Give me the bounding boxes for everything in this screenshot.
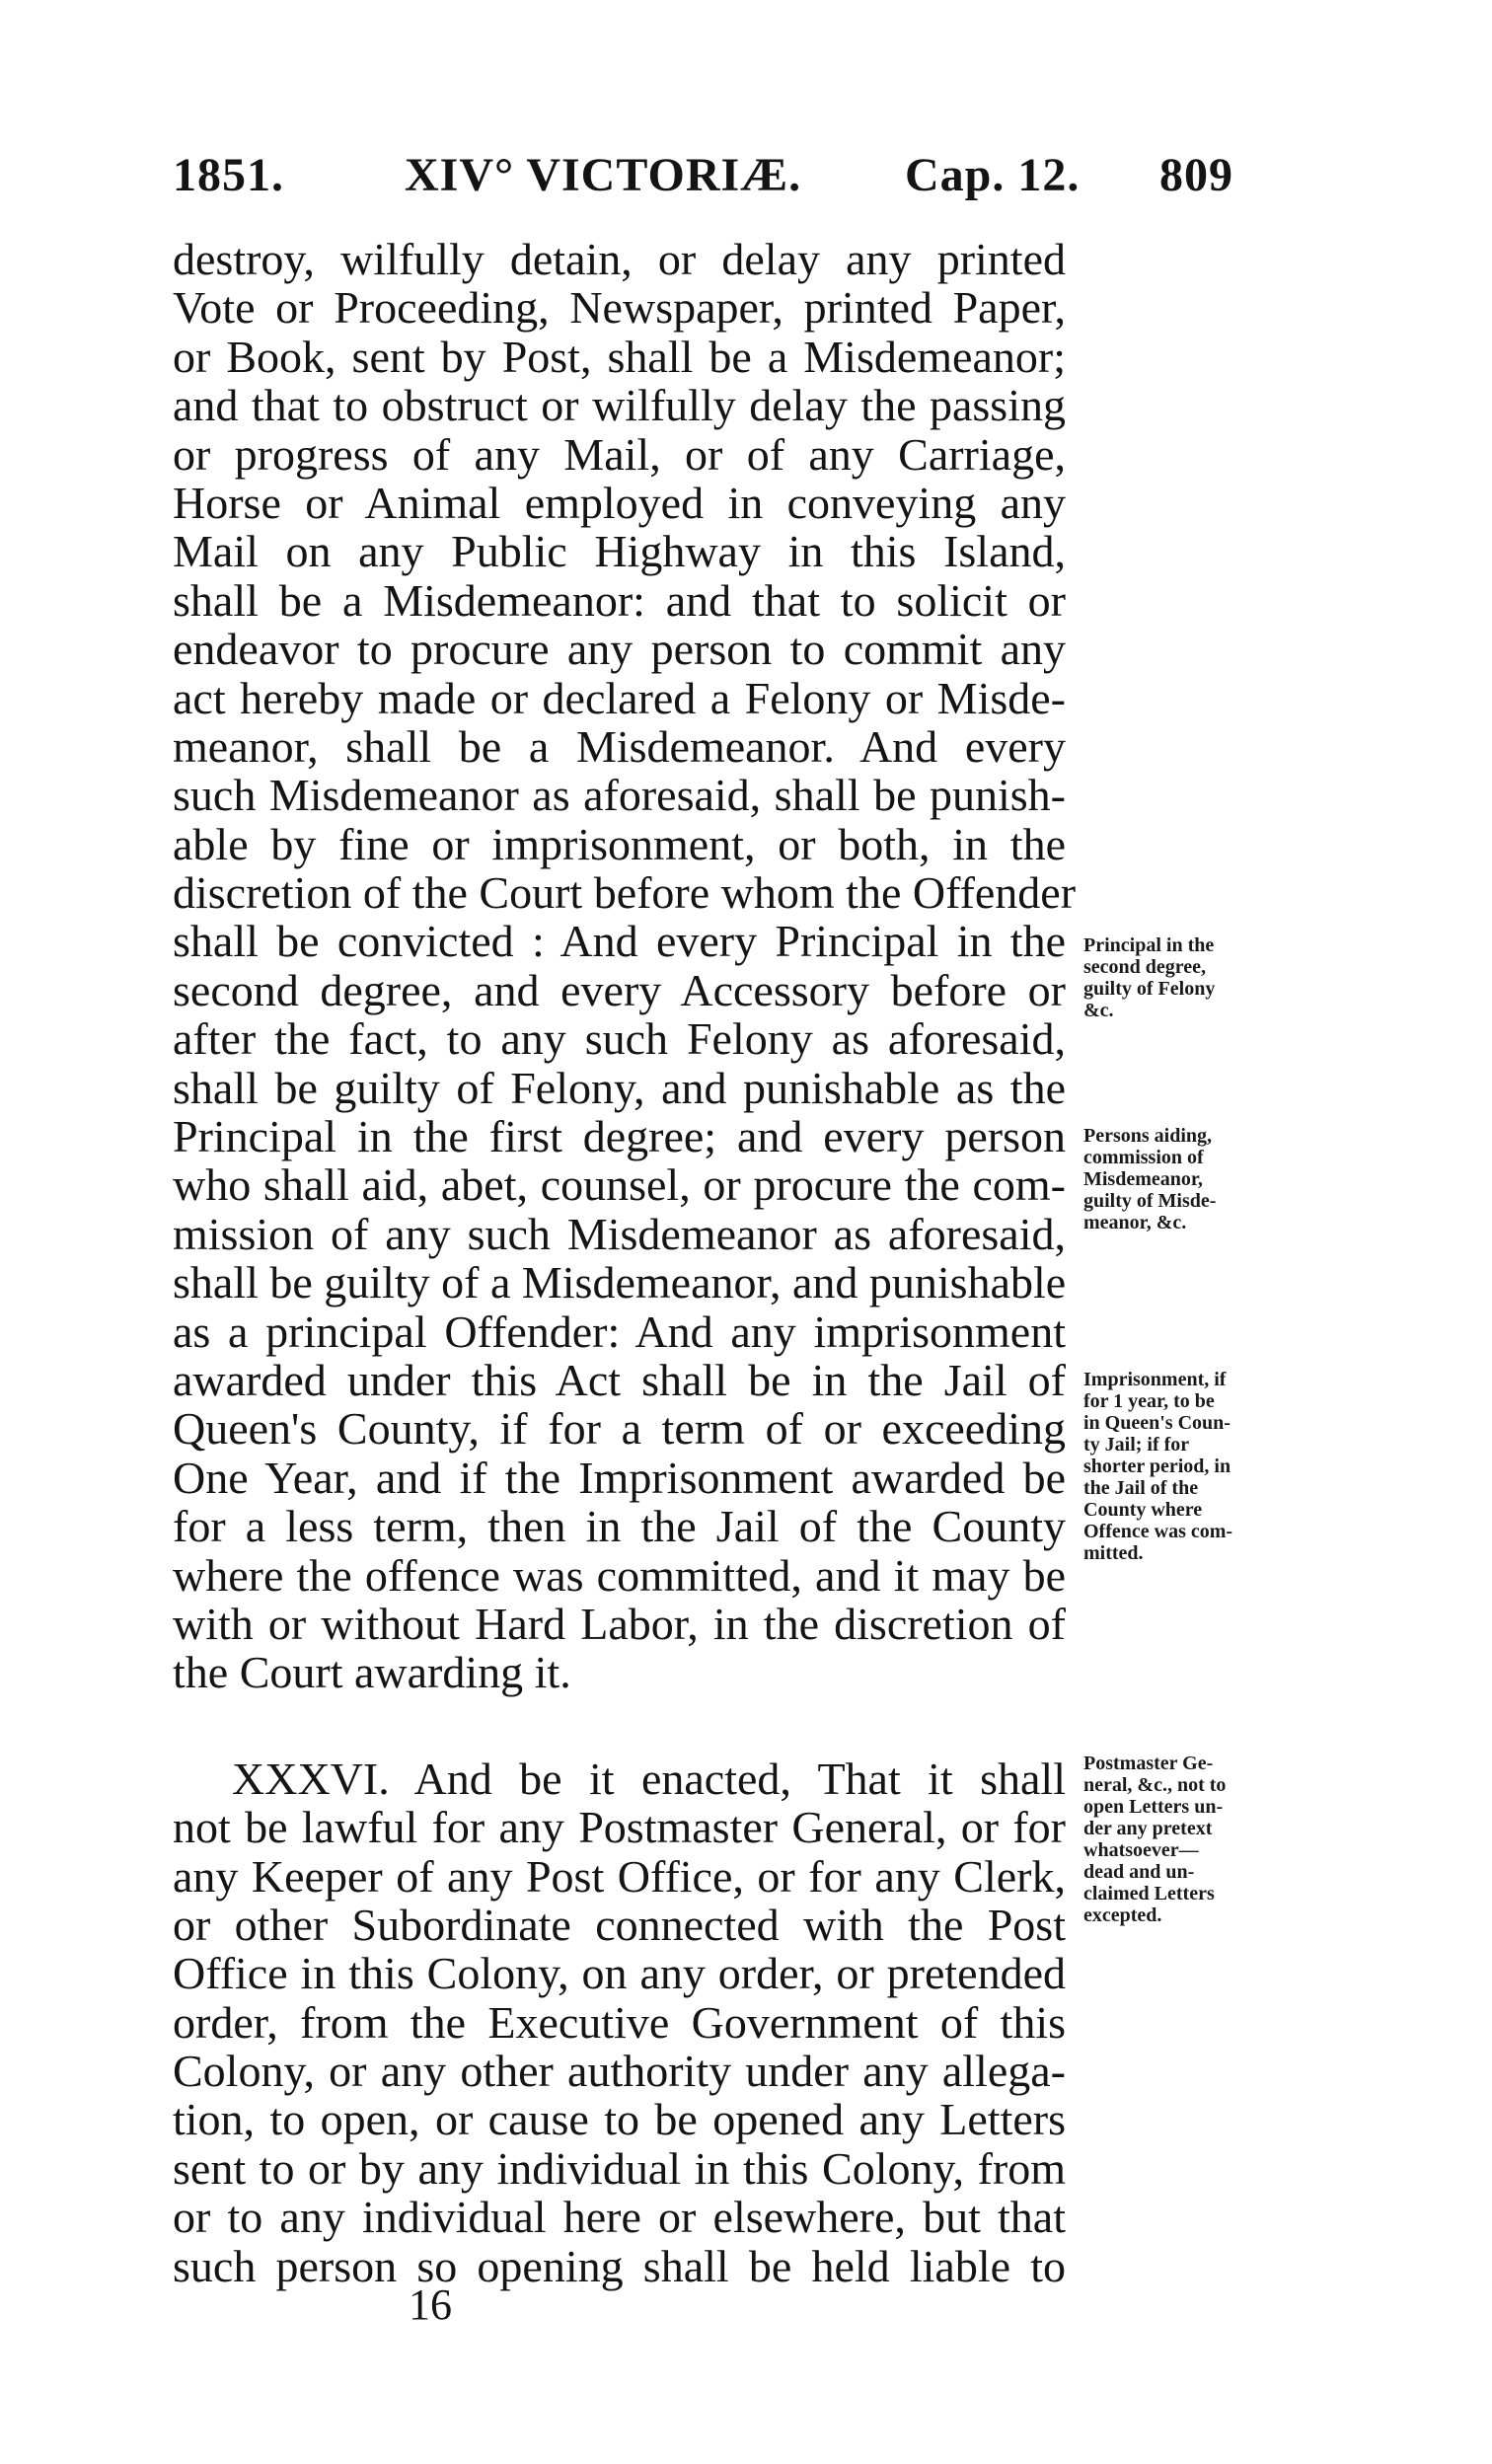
header-chapter: Cap. 12. bbox=[905, 149, 1081, 201]
text-line: meanor, shall be a Misdemeanor. And every bbox=[173, 720, 1066, 772]
note-line: &c. bbox=[1083, 1000, 1114, 1021]
note-line: open Letters un- bbox=[1083, 1796, 1224, 1818]
signature-mark: 16 bbox=[409, 2280, 452, 2329]
text-line: Queen's County, if for a term of or exceeding bbox=[173, 1403, 1066, 1455]
note-line: Principal in the bbox=[1083, 934, 1215, 956]
marginal-note-imprisonment bbox=[1083, 1369, 1296, 1564]
text-line: such person so opening shall be held liable to bbox=[173, 2240, 1066, 2291]
note-line: for 1 year, to be bbox=[1083, 1390, 1215, 1412]
note-line: in Queen's Coun- bbox=[1083, 1412, 1231, 1434]
text-line: shall be convicted : And every Principal in the bbox=[173, 916, 1066, 967]
text-line: any Keeper of any Post Office, or for any Clerk, bbox=[173, 1850, 1066, 1902]
text-line: who shall aid, abet, counsel, or procure the com- bbox=[173, 1159, 1066, 1211]
text-line: Principal in the first degree; and every person bbox=[173, 1111, 1066, 1162]
note-line: claimed Letters bbox=[1083, 1883, 1215, 1904]
paragraph-gap bbox=[173, 1697, 1066, 1755]
running-header bbox=[173, 146, 1298, 205]
note-line: Postmaster Ge- bbox=[1083, 1753, 1214, 1774]
text-line: awarded under this Act shall be in the Jail of bbox=[173, 1354, 1066, 1405]
text-line: endeavor to procure any person to commit any bbox=[173, 624, 1066, 675]
text-line: for a less term, then in the Jail of the County bbox=[173, 1501, 1066, 1552]
note-line: neral, &c., not to bbox=[1083, 1774, 1227, 1796]
text-line: shall be guilty of a Misdemeanor, and punishable bbox=[173, 1257, 1067, 1308]
text-line: Colony, or any other authority under any allega- bbox=[173, 2046, 1066, 2097]
note-line: guilty of Felony bbox=[1083, 978, 1216, 1000]
text-line: tion, to open, or cause to be opened any Letters bbox=[173, 2094, 1066, 2145]
note-line: der any pretext bbox=[1083, 1818, 1213, 1839]
note-line: Misdemeanor, bbox=[1083, 1168, 1203, 1190]
paragraph-section-xxxvi bbox=[173, 1755, 1066, 2290]
text-line: as a principal Offender: And any imprisonment bbox=[173, 1306, 1066, 1357]
text-line: order, from the Executive Government of this bbox=[173, 1996, 1066, 2048]
note-line: Persons aiding, bbox=[1083, 1125, 1213, 1147]
text-line: the Court awarding it. bbox=[173, 1647, 571, 1698]
text-line: Vote or Proceeding, Newspaper, printed Paper, bbox=[173, 282, 1066, 334]
text-line: with or without Hard Labor, in the discretion of bbox=[173, 1598, 1066, 1649]
text-line: Office in this Colony, on any order, or pretended bbox=[173, 1948, 1066, 1999]
text-line: not be lawful for any Postmaster General, or for bbox=[173, 1802, 1066, 1853]
text-line: or Book, sent by Post, shall be a Misdemeanor; bbox=[173, 331, 1066, 382]
text-line: discretion of the Court before whom the Offender bbox=[173, 867, 1077, 919]
note-line: commission of bbox=[1083, 1147, 1204, 1168]
main-text-column bbox=[173, 234, 1077, 2291]
page-number: 809 bbox=[1159, 149, 1233, 201]
text-line: mission of any such Misdemeanor as aforesaid, bbox=[173, 1208, 1066, 1259]
marginal-note-principal-second-degree bbox=[1083, 934, 1296, 1021]
text-line: shall be guilty of Felony, and punishable as the bbox=[173, 1062, 1066, 1113]
text-line: second degree, and every Accessory before or bbox=[173, 964, 1066, 1015]
text-line: where the offence was committed, and it may be bbox=[173, 1549, 1066, 1601]
note-line: ty Jail; if for bbox=[1083, 1434, 1190, 1456]
text-line: such Misdemeanor as aforesaid, shall be punish- bbox=[173, 770, 1066, 821]
note-line: second degree, bbox=[1083, 956, 1207, 978]
header-reign: XIV° VICTORIÆ. bbox=[405, 149, 802, 201]
text-line: Mail on any Public Highway in this Island, bbox=[173, 526, 1066, 577]
text-line: act hereby made or declared a Felony or Misde- bbox=[173, 672, 1066, 723]
text-line: One Year, and if the Imprisonment awarded be bbox=[173, 1452, 1066, 1503]
note-line: mitted. bbox=[1083, 1542, 1144, 1564]
note-line: the Jail of the bbox=[1083, 1477, 1199, 1499]
text-line: shall be a Misdemeanor: and that to solicit or bbox=[173, 574, 1066, 626]
text-line: or other Subordinate connected with the Post bbox=[173, 1899, 1066, 1950]
text-line: destroy, wilfully detain, or delay any printed bbox=[173, 234, 1066, 284]
note-line: shorter period, in bbox=[1083, 1456, 1231, 1477]
note-line: dead and un- bbox=[1083, 1861, 1195, 1883]
section-heading-line: XXXVI. And be it enacted, That it shall bbox=[232, 1753, 1066, 1804]
marginal-note-postmaster-letters bbox=[1083, 1753, 1296, 1926]
note-line: whatsoever— bbox=[1083, 1839, 1199, 1861]
text-line: and that to obstruct or wilfully delay the passing bbox=[173, 380, 1066, 431]
note-line: County where bbox=[1083, 1499, 1203, 1521]
text-line: Horse or Animal employed in conveying any bbox=[173, 477, 1066, 528]
text-line: able by fine or imprisonment, or both, in the bbox=[173, 818, 1066, 869]
note-line: meanor, &c. bbox=[1083, 1212, 1187, 1233]
marginal-note-persons-aiding bbox=[1083, 1125, 1296, 1233]
note-line: guilty of Misde- bbox=[1083, 1190, 1217, 1212]
text-line: sent to or by any individual in this Colony, from bbox=[173, 2142, 1066, 2194]
paragraph-misdemeanors bbox=[173, 234, 1077, 1698]
note-line: Offence was com- bbox=[1083, 1521, 1233, 1542]
header-year: 1851. bbox=[173, 149, 284, 201]
text-line: after the fact, to any such Felony as aforesaid, bbox=[173, 1013, 1066, 1065]
note-line: Imprisonment, if bbox=[1083, 1369, 1227, 1390]
text-line: or progress of any Mail, or of any Carriage, bbox=[173, 428, 1066, 480]
note-line: excepted. bbox=[1083, 1904, 1162, 1926]
text-line: or to any individual here or elsewhere, but that bbox=[173, 2192, 1066, 2243]
